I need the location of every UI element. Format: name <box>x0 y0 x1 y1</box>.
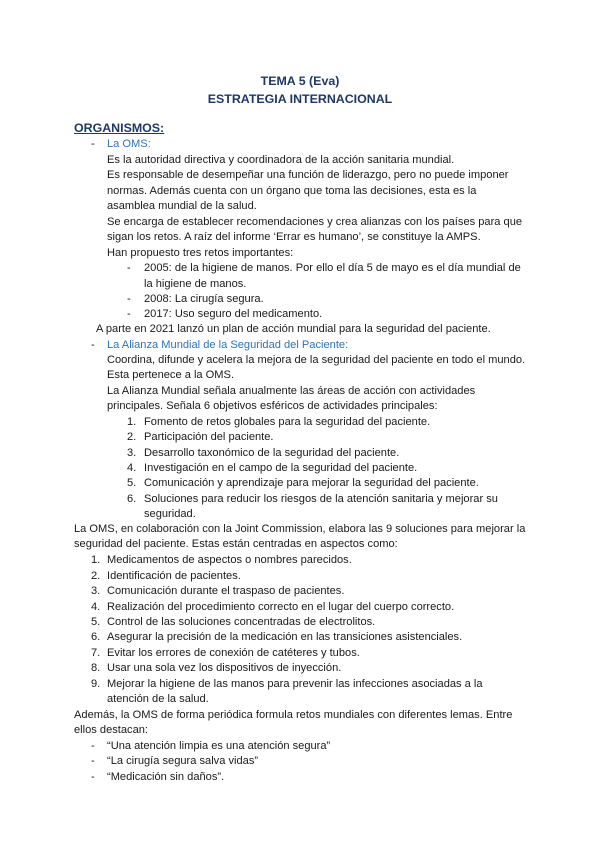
bullet-dash: - <box>127 308 131 320</box>
bullet-dash: - <box>91 740 95 752</box>
list-number: 2. <box>127 431 137 443</box>
oms-paragraph-5: A parte en 2021 lanzó un plan de acción mundial para la seguridad del paciente. <box>96 323 491 335</box>
solucion-3: Comunicación durante el traspaso de pacientes. <box>107 585 345 597</box>
reto-2: 2008: La cirugía segura. <box>144 293 264 305</box>
oms-paragraph-4: Han propuesto tres retos importantes: <box>107 247 294 259</box>
list-number: 8. <box>91 662 101 674</box>
list-number: 4. <box>91 601 101 613</box>
title-line-1: TEMA 5 (Eva) <box>260 74 340 88</box>
oms-paragraph-3-line-2: sigan los retos. A raíz del informe ‘Errar es humano’, se constituye la AMPS. <box>107 231 481 243</box>
solucion-6: Asegurar la precisión de la medicación en las transiciones asistenciales. <box>107 631 463 643</box>
solucion-2: Identificación de pacientes. <box>107 570 241 582</box>
reto-1-line-1: 2005: de la higiene de manos. Por ello el día 5 de mayo es el día mundial de <box>144 262 521 274</box>
oms-label: La OMS: <box>107 138 151 150</box>
objetivo-6-line-1: Soluciones para reducir los riesgos de la atención sanitaria y mejorar su <box>144 493 498 505</box>
solucion-4: Realización del procedimiento correcto en el lugar del cuerpo correcto. <box>107 601 455 613</box>
objetivo-2: Participación del paciente. <box>144 431 274 443</box>
section-heading: ORGANISMOS: <box>74 121 165 135</box>
list-number: 3. <box>91 585 101 597</box>
alianza-paragraph-1-line-1: Coordina, difunde y acelera la mejora de la seguridad del paciente en todo el mundo. <box>107 354 526 366</box>
solucion-9-line-1: Mejorar la higiene de las manos para prevenir las infecciones asociadas a la <box>107 678 483 690</box>
list-number: 3. <box>127 447 137 459</box>
alianza-label: La Alianza Mundial de la Seguridad del Paciente: <box>107 339 349 351</box>
oms-paragraph-1: Es la autoridad directiva y coordinadora de la acción sanitaria mundial. <box>107 154 455 166</box>
reto-1-line-2: la higiene de manos. <box>144 278 247 290</box>
bullet-dash: - <box>127 262 131 274</box>
retos-intro-line-2: ellos destacan: <box>74 724 149 736</box>
objetivo-6-line-2: seguridad. <box>144 508 196 520</box>
title-line-2: ESTRATEGIA INTERNACIONAL <box>207 92 393 106</box>
list-number: 9. <box>91 678 101 690</box>
objetivo-5: Comunicación y aprendizaje para mejorar la seguridad del paciente. <box>144 477 479 489</box>
list-number: 4. <box>127 462 137 474</box>
objetivo-4: Investigación en el campo de la seguridad del paciente. <box>144 462 418 474</box>
solucion-7: Evitar los errores de conexión de catéteres y tubos. <box>107 647 360 659</box>
lema-3: “Medicación sin daños”. <box>107 771 225 783</box>
list-number: 1. <box>127 416 137 428</box>
retos-intro-line-1: Además, la OMS de forma periódica formula retos mundiales con diferentes lemas. Entre <box>74 709 513 721</box>
list-number: 6. <box>127 493 137 505</box>
solucion-9-line-2: atención de la salud. <box>107 693 209 705</box>
oms-paragraph-3-line-1: Se encarga de establecer recomendaciones y crea alianzas con los países para que <box>107 216 523 228</box>
list-number: 7. <box>91 647 101 659</box>
alianza-paragraph-2-line-1: La Alianza Mundial señala anualmente las áreas de acción con actividades <box>107 385 476 397</box>
oms-paragraph-2-line-3: asamblea mundial de la salud. <box>107 200 257 212</box>
list-number: 1. <box>91 554 101 566</box>
soluciones-intro-line-1: La OMS, en colaboración con la Joint Commission, elabora las 9 soluciones para mejorar la <box>74 523 526 535</box>
bullet-dash: - <box>91 138 95 150</box>
bullet-dash: - <box>91 339 95 351</box>
reto-3: 2017: Uso seguro del medicamento. <box>144 308 323 320</box>
bullet-dash: - <box>127 293 131 305</box>
list-number: 2. <box>91 570 101 582</box>
solucion-1: Medicamentos de aspectos o nombres parecidos. <box>107 554 352 566</box>
objetivo-1: Fomento de retos globales para la seguridad del paciente. <box>144 416 431 428</box>
alianza-paragraph-1-line-2: Esta pertenece a la OMS. <box>107 369 235 381</box>
solucion-8: Usar una sola vez los dispositivos de inyección. <box>107 662 342 674</box>
bullet-dash: - <box>91 755 95 767</box>
oms-paragraph-2-line-1: Es responsable de desempeñar una función de liderazgo, pero no puede imponer <box>107 169 509 181</box>
oms-paragraph-2-line-2: normas. Además cuenta con un órgano que toma las decisiones, esta es la <box>107 185 477 197</box>
list-number: 5. <box>91 616 101 628</box>
lema-1: “Una atención limpia es una atención segura” <box>107 740 331 752</box>
list-number: 6. <box>91 631 101 643</box>
alianza-paragraph-2-line-2: principales. Señala 6 objetivos esféricos de actividades principales: <box>107 400 438 412</box>
lema-2: “La cirugía segura salva vidas” <box>107 755 259 767</box>
objetivo-3: Desarrollo taxonómico de la seguridad del paciente. <box>144 447 400 459</box>
solucion-5: Control de las soluciones concentradas de electrolitos. <box>107 616 376 628</box>
soluciones-intro-line-2: seguridad del paciente. Estas están centradas en aspectos como: <box>74 538 398 550</box>
list-number: 5. <box>127 477 137 489</box>
bullet-dash: - <box>91 771 95 783</box>
